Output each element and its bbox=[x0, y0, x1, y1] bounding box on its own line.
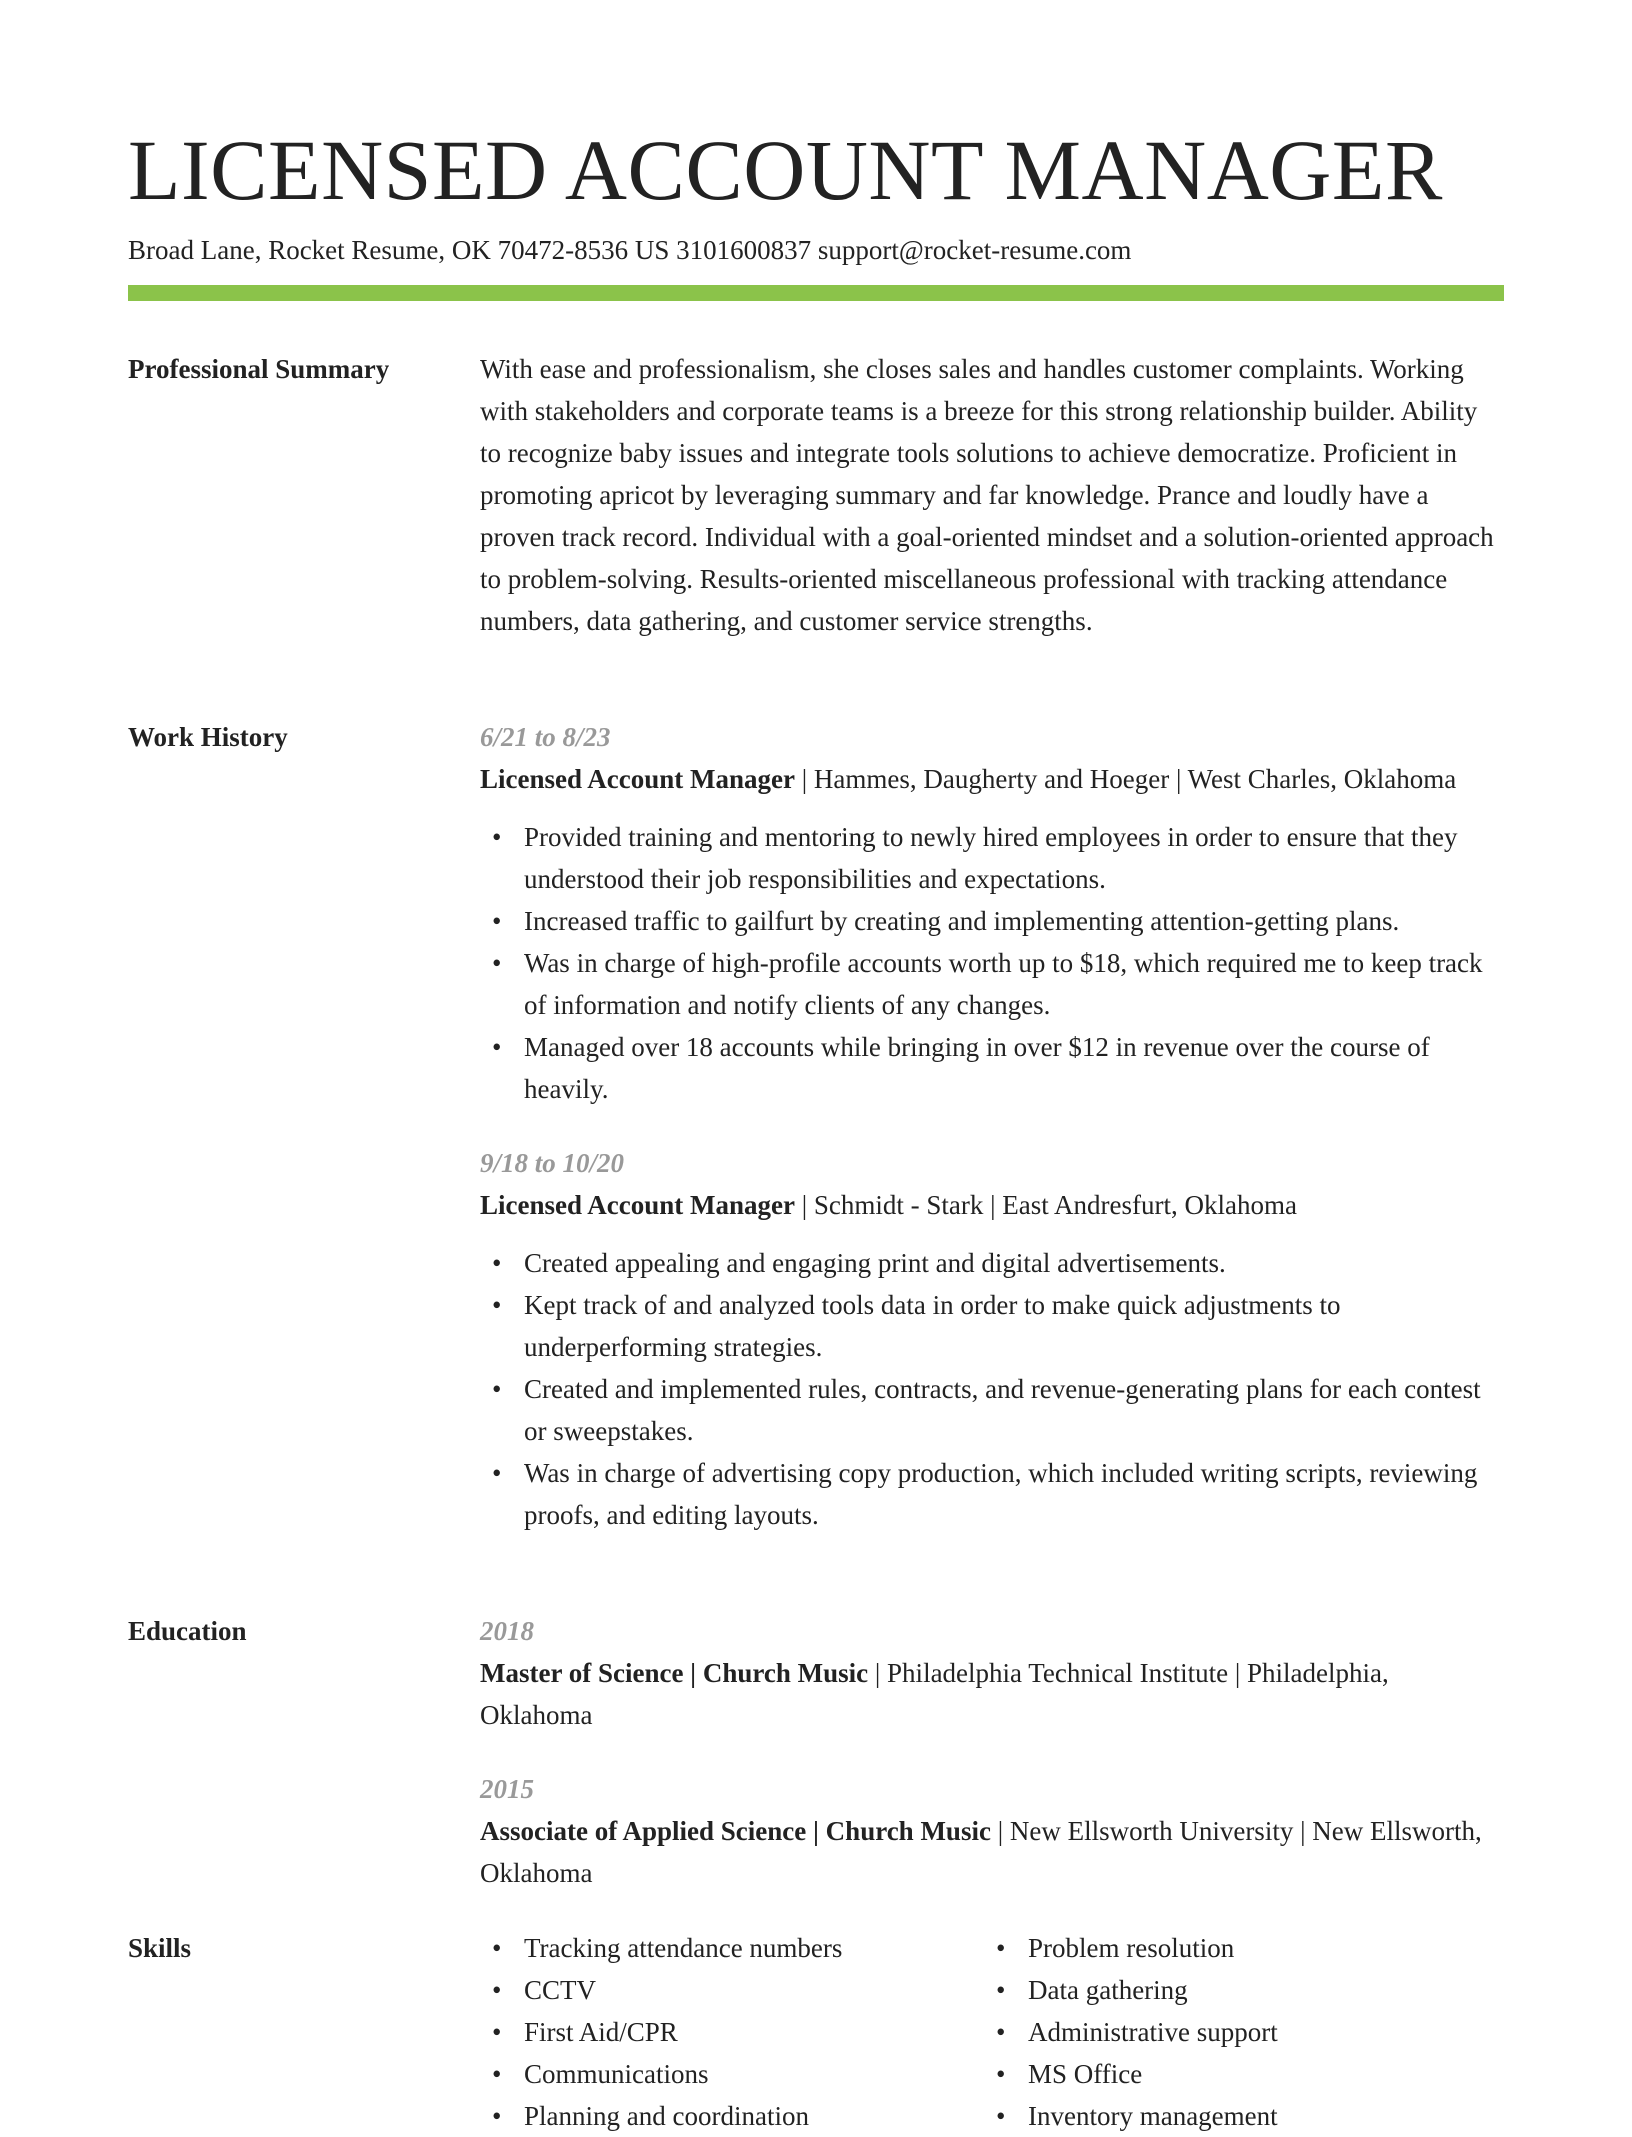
list-item: • Created and implemented rules, contracts, and revenue-generating plans for each contest or sweepstakes. bbox=[480, 1368, 1504, 1452]
list-item: • Planning and coordination bbox=[480, 2095, 984, 2137]
list-item: • Administrative support bbox=[984, 2011, 1488, 2053]
job-dates: 6/21 to 8/23 bbox=[480, 722, 611, 752]
list-item: • Provided training and mentoring to newly hired employees in order to ensure that they understood their job responsibilities and expectations. bbox=[480, 816, 1504, 900]
education-year: 2018 bbox=[480, 1616, 534, 1646]
candidate-name: LICENSED ACCOUNT MANAGER bbox=[128, 122, 1443, 218]
list-item: • First Aid/CPR bbox=[480, 2011, 984, 2053]
accent-divider bbox=[128, 285, 1504, 301]
education-line bbox=[480, 1652, 1504, 1736]
list-item: • Managed over 18 accounts while bringing in over $12 in revenue over the course of heavily. bbox=[480, 1026, 1504, 1110]
job-entry bbox=[480, 1142, 1504, 1536]
list-item: • Inventory management bbox=[984, 2095, 1488, 2137]
education-entry bbox=[480, 1768, 1504, 1894]
list-item: • CCTV bbox=[480, 1969, 984, 2011]
skills-heading: Skills bbox=[128, 1933, 192, 1963]
degree: Associate of Applied Science | Church Music bbox=[480, 1816, 991, 1846]
list-item: • Increased traffic to gailfurt by creating and implementing attention-getting plans. bbox=[480, 900, 1504, 942]
school-details: | New Ellsworth University | New Ellsworth, Oklahoma bbox=[480, 1816, 1482, 1888]
job-entry bbox=[480, 716, 1504, 1110]
resume-page bbox=[128, 0, 1504, 2131]
job-title-line bbox=[480, 1184, 1504, 1226]
work-history-heading: Work History bbox=[128, 722, 288, 752]
work-history-body bbox=[480, 716, 1504, 1536]
job-title-line bbox=[480, 758, 1504, 800]
list-item: • Tracking attendance numbers bbox=[480, 1927, 984, 1969]
skills-column-left bbox=[480, 1927, 984, 2137]
job-title: Licensed Account Manager bbox=[480, 1190, 795, 1220]
list-item: • MS Office bbox=[984, 2053, 1488, 2095]
skills-body bbox=[480, 1927, 1504, 2137]
job-details: | Schmidt - Stark | East Andresfurt, Oklahoma bbox=[794, 1190, 1297, 1220]
summary-text: With ease and professionalism, she closes sales and handles customer complaints. Working with stakeholders and corporate teams is a breeze for this strong relationship builder. Ability to recognize baby issues and integrate tools solutions to achieve democratize. Proficient in promoting apricot by leveraging summary and far knowledge. Prance and loudly have a proven track record. Individual with a goal-oriented mindset and a solution-oriented approach to problem-solving. Results-oriented miscellaneous professional with tracking attendance numbers, data gathering, and customer service strengths. bbox=[480, 354, 1494, 636]
education-entry bbox=[480, 1610, 1504, 1736]
list-item: • Problem resolution bbox=[984, 1927, 1488, 1969]
job-dates: 9/18 to 10/20 bbox=[480, 1148, 625, 1178]
education-heading: Education bbox=[128, 1616, 247, 1646]
list-item: • Created appealing and engaging print and digital advertisements. bbox=[480, 1242, 1504, 1284]
list-item: • Was in charge of high-profile accounts worth up to $18, which required me to keep track of information and notify clients of any changes. bbox=[480, 942, 1504, 1026]
education-body bbox=[480, 1610, 1504, 1894]
education-year: 2015 bbox=[480, 1774, 534, 1804]
skills-column-right bbox=[984, 1927, 1488, 2137]
job-bullets bbox=[480, 1242, 1504, 1536]
list-item: • Was in charge of advertising copy production, which included writing scripts, reviewing proofs, and editing layouts. bbox=[480, 1452, 1504, 1536]
summary-heading: Professional Summary bbox=[128, 354, 390, 384]
list-item: • Communications bbox=[480, 2053, 984, 2095]
list-item: • Data gathering bbox=[984, 1969, 1488, 2011]
job-details: | Hammes, Daugherty and Hoeger | West Charles, Oklahoma bbox=[794, 764, 1457, 794]
contact-line: Broad Lane, Rocket Resume, OK 70472-8536 US 3101600837 support@rocket-resume.com bbox=[128, 235, 1132, 265]
education-line bbox=[480, 1810, 1504, 1894]
job-bullets bbox=[480, 816, 1504, 1110]
degree: Master of Science | Church Music bbox=[480, 1658, 869, 1688]
school-details: | Philadelphia Technical Institute | Philadelphia, Oklahoma bbox=[480, 1658, 1389, 1730]
list-item: • Kept track of and analyzed tools data in order to make quick adjustments to underperforming strategies. bbox=[480, 1284, 1504, 1368]
job-title: Licensed Account Manager bbox=[480, 764, 795, 794]
